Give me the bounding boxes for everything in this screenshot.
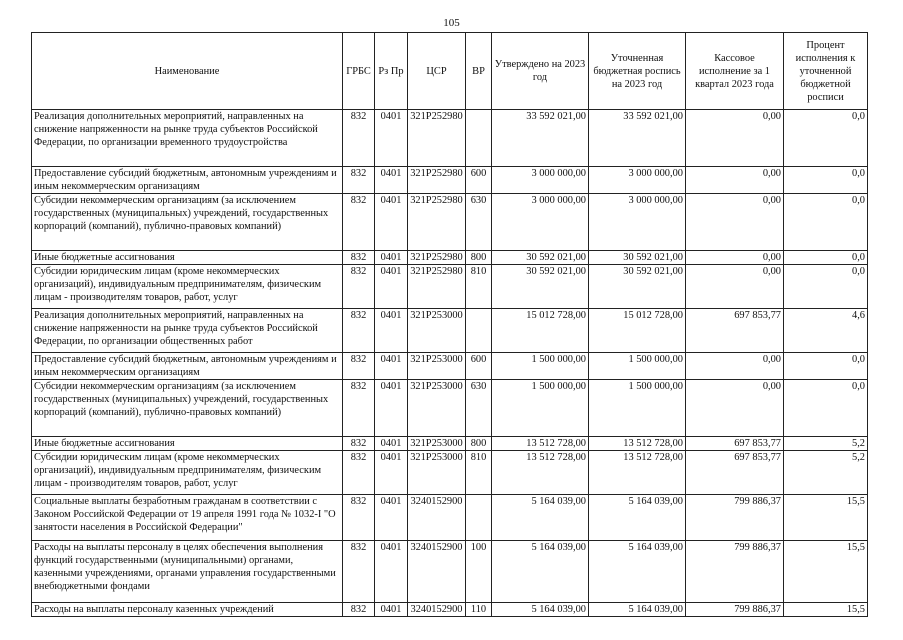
page-number: 105 [443,17,460,29]
table-row [32,353,868,380]
cell-percent: 0,0 [784,353,868,380]
cell-rz-pr: 0401 [375,309,408,353]
table-row [32,380,868,437]
cell-percent: 0,0 [784,380,868,437]
cell-grbs: 832 [343,495,375,541]
cell-csr: 321P253000 [408,451,466,495]
cell-csr: 321P252980 [408,265,466,309]
cell-refined: 5 164 039,00 [589,541,686,603]
cell-refined: 13 512 728,00 [589,451,686,495]
cell-percent: 4,6 [784,309,868,353]
cell-rz-pr: 0401 [375,265,408,309]
cell-cash: 697 853,77 [686,451,784,495]
cell-vr: 810 [466,265,492,309]
cell-name: Субсидии некоммерческим организациям (за исключением государственных (муниципальных) учреждений, государственных корпораций (компаний), публично-правовых компаний) [32,194,343,251]
cell-cash: 799 886,37 [686,495,784,541]
cell-vr: 100 [466,541,492,603]
table-row [32,167,868,194]
cell-percent: 15,5 [784,541,868,603]
cell-name: Реализация дополнительных мероприятий, направленных на снижение напряженности на рынке труда субъектов Российской Федерации, по организации временного трудоустройства [32,110,343,167]
cell-csr: 321P253000 [408,353,466,380]
cell-cash: 0,00 [686,265,784,309]
cell-vr: 810 [466,451,492,495]
cell-grbs: 832 [343,603,375,617]
cell-cash: 0,00 [686,167,784,194]
cell-rz-pr: 0401 [375,541,408,603]
cell-rz-pr: 0401 [375,167,408,194]
cell-vr: 630 [466,380,492,437]
cell-cash: 799 886,37 [686,603,784,617]
cell-approved: 30 592 021,00 [492,251,589,265]
header-approved: Утверждено на 2023 год [492,33,589,110]
cell-grbs: 832 [343,353,375,380]
cell-csr: 3240152900 [408,603,466,617]
table-row [32,451,868,495]
cell-csr: 321P252980 [408,251,466,265]
cell-percent: 0,0 [784,194,868,251]
cell-name: Субсидии юридическим лицам (кроме некоммерческих организаций), индивидуальным предпринимателям, физическим лицам - производителям товаров, работ, услуг [32,265,343,309]
cell-percent: 0,0 [784,167,868,194]
cell-name: Предоставление субсидий бюджетным, автономным учреждениям и иным некоммерческим организациям [32,167,343,194]
cell-approved: 33 592 021,00 [492,110,589,167]
cell-name: Социальные выплаты безработным гражданам в соответствии с Законом Российской Федерации от 19 апреля 1991 года № 1032-I "О занятости населения в Российской Федерации" [32,495,343,541]
cell-rz-pr: 0401 [375,437,408,451]
cell-grbs: 832 [343,451,375,495]
cell-approved: 1 500 000,00 [492,353,589,380]
cell-name: Расходы на выплаты персоналу казенных учреждений [32,603,343,617]
cell-percent: 0,0 [784,110,868,167]
table-row [32,603,868,617]
header-grbs: ГРБС [343,33,375,110]
cell-percent: 15,5 [784,495,868,541]
cell-cash: 697 853,77 [686,437,784,451]
cell-name: Иные бюджетные ассигнования [32,251,343,265]
cell-approved: 13 512 728,00 [492,451,589,495]
cell-cash: 799 886,37 [686,541,784,603]
header-percent: Процент исполнения к уточненной бюджетной росписи [784,33,868,110]
cell-refined: 3 000 000,00 [589,167,686,194]
cell-grbs: 832 [343,541,375,603]
table-header-row [32,33,868,110]
cell-rz-pr: 0401 [375,251,408,265]
cell-percent: 0,0 [784,265,868,309]
cell-grbs: 832 [343,380,375,437]
cell-rz-pr: 0401 [375,110,408,167]
cell-rz-pr: 0401 [375,451,408,495]
table-row [32,265,868,309]
cell-rz-pr: 0401 [375,495,408,541]
cell-refined: 33 592 021,00 [589,110,686,167]
cell-csr: 321P253000 [408,380,466,437]
header-refined: Уточненная бюджетная роспись на 2023 год [589,33,686,110]
cell-grbs: 832 [343,251,375,265]
cell-vr [466,495,492,541]
table-row [32,251,868,265]
cell-csr: 321P252980 [408,194,466,251]
cell-rz-pr: 0401 [375,194,408,251]
cell-vr: 800 [466,437,492,451]
cell-csr: 3240152900 [408,495,466,541]
cell-cash: 0,00 [686,194,784,251]
cell-refined: 30 592 021,00 [589,251,686,265]
cell-approved: 3 000 000,00 [492,167,589,194]
cell-csr: 3240152900 [408,541,466,603]
cell-vr: 600 [466,353,492,380]
cell-refined: 5 164 039,00 [589,603,686,617]
cell-name: Субсидии юридическим лицам (кроме некоммерческих организаций), индивидуальным предпринимателям, физическим лицам - производителям товаров, работ, услуг [32,451,343,495]
cell-csr: 321P252980 [408,167,466,194]
cell-name: Предоставление субсидий бюджетным, автономным учреждениям и иным некоммерческим организациям [32,353,343,380]
cell-vr [466,309,492,353]
cell-refined: 30 592 021,00 [589,265,686,309]
header-cash: Кассовое исполнение за 1 квартал 2023 года [686,33,784,110]
cell-approved: 1 500 000,00 [492,380,589,437]
cell-percent: 5,2 [784,451,868,495]
cell-cash: 0,00 [686,251,784,265]
cell-refined: 1 500 000,00 [589,380,686,437]
cell-rz-pr: 0401 [375,603,408,617]
header-rz-pr: Рз Пр [375,33,408,110]
cell-grbs: 832 [343,194,375,251]
cell-approved: 30 592 021,00 [492,265,589,309]
cell-cash: 0,00 [686,380,784,437]
cell-grbs: 832 [343,167,375,194]
table-row [32,309,868,353]
cell-refined: 1 500 000,00 [589,353,686,380]
cell-vr: 600 [466,167,492,194]
cell-name: Реализация дополнительных мероприятий, направленных на снижение напряженности на рынке труда субъектов Российской Федерации, по организации общественных работ [32,309,343,353]
cell-cash: 697 853,77 [686,309,784,353]
header-csr: ЦСР [408,33,466,110]
cell-approved: 5 164 039,00 [492,603,589,617]
cell-csr: 321P253000 [408,309,466,353]
cell-vr: 800 [466,251,492,265]
table-row [32,541,868,603]
cell-vr [466,110,492,167]
cell-approved: 5 164 039,00 [492,495,589,541]
cell-name: Иные бюджетные ассигнования [32,437,343,451]
header-vr: ВР [466,33,492,110]
budget-table [31,32,868,617]
cell-rz-pr: 0401 [375,353,408,380]
cell-vr: 630 [466,194,492,251]
cell-percent: 5,2 [784,437,868,451]
cell-grbs: 832 [343,437,375,451]
cell-csr: 321P253000 [408,437,466,451]
table-row [32,194,868,251]
cell-grbs: 832 [343,309,375,353]
cell-name: Расходы на выплаты персоналу в целях обеспечения выполнения функций государственными (муниципальными) органами, казенными учреждениями, органами управления государственными внебюджетными фондами [32,541,343,603]
cell-approved: 5 164 039,00 [492,541,589,603]
cell-approved: 13 512 728,00 [492,437,589,451]
header-name: Наименование [32,33,343,110]
cell-refined: 13 512 728,00 [589,437,686,451]
cell-cash: 0,00 [686,110,784,167]
cell-cash: 0,00 [686,353,784,380]
table-row [32,437,868,451]
cell-approved: 15 012 728,00 [492,309,589,353]
cell-name: Субсидии некоммерческим организациям (за исключением государственных (муниципальных) учреждений, государственных корпораций (компаний), публично-правовых компаний) [32,380,343,437]
cell-rz-pr: 0401 [375,380,408,437]
cell-refined: 3 000 000,00 [589,194,686,251]
cell-approved: 3 000 000,00 [492,194,589,251]
cell-percent: 0,0 [784,251,868,265]
cell-refined: 5 164 039,00 [589,495,686,541]
cell-grbs: 832 [343,110,375,167]
cell-refined: 15 012 728,00 [589,309,686,353]
cell-percent: 15,5 [784,603,868,617]
cell-vr: 110 [466,603,492,617]
cell-grbs: 832 [343,265,375,309]
table-row [32,110,868,167]
cell-csr: 321P252980 [408,110,466,167]
table-row [32,495,868,541]
